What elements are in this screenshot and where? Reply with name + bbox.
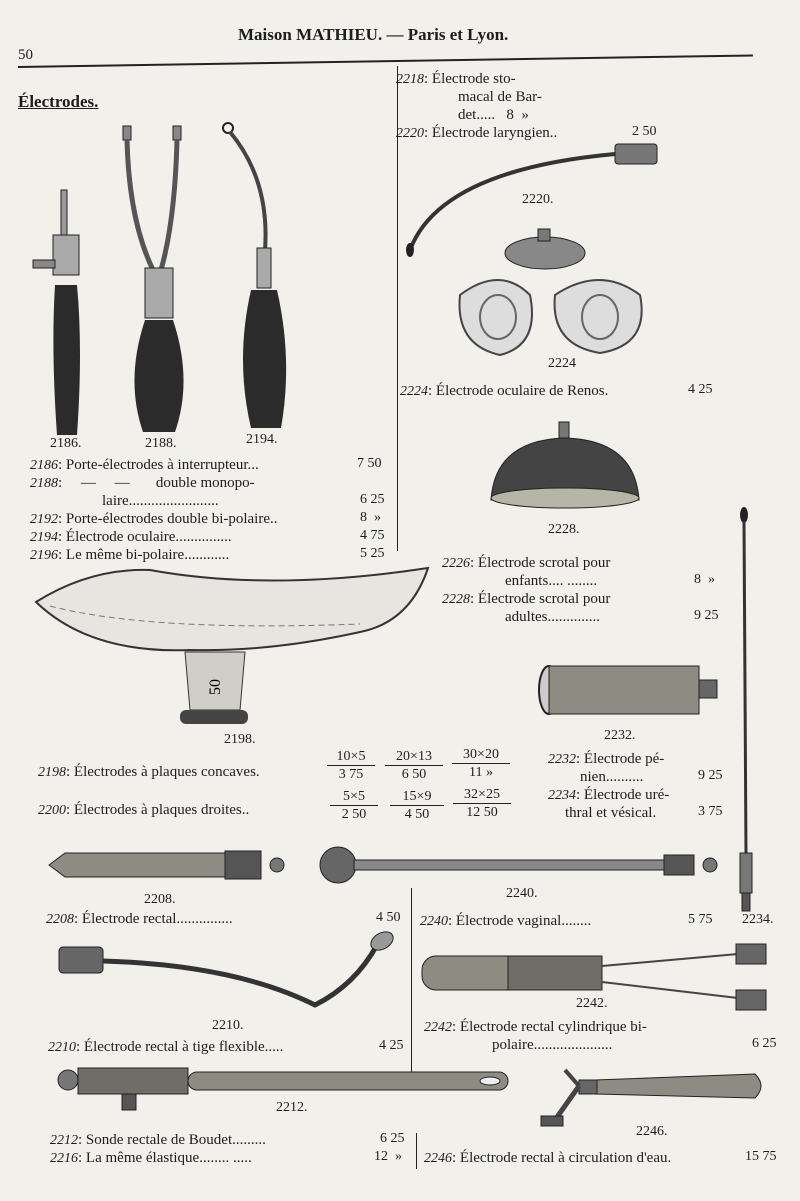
page-number: 50 <box>18 47 33 63</box>
electrode-holder-2194-icon <box>223 123 286 428</box>
entry-2232-cont: nien.......... <box>580 769 644 785</box>
entry-2192: 2192: Porte-électrodes double bi-polaire.. <box>30 511 278 527</box>
entry-2232: 2232: Électrode pé- <box>548 751 665 767</box>
entry-2242: 2242: Électrode rectal cylindrique bi- <box>424 1019 647 1035</box>
price-2192: 8 » <box>360 510 381 525</box>
price-2234: 3 75 <box>698 804 723 819</box>
entry-2240: 2240: Électrode vaginal........ <box>420 913 592 929</box>
price-2228: 9 25 <box>694 608 719 623</box>
scrotal-electrode-2228-illustration <box>485 420 645 515</box>
entry-2200: 2200: Électrodes à plaques droites.. <box>38 802 250 818</box>
column-divider-bottom <box>411 888 412 1088</box>
scale-mark-50: 50 <box>207 679 224 695</box>
vaginal-electrode-2240-illustration <box>318 845 728 885</box>
entry-2218-l2: macal de Bar- <box>458 89 542 105</box>
price-2220: 2 50 <box>632 124 657 139</box>
caption-2242: 2242. <box>576 996 608 1011</box>
entry-2196: 2196: Le même bi-polaire............ <box>30 547 230 563</box>
price-2242: 6 25 <box>752 1036 777 1051</box>
caption-2212: 2212. <box>276 1100 308 1115</box>
price-2210: 4 25 <box>379 1038 404 1053</box>
entry-2224: 2224: Électrode oculaire de Renos. <box>400 383 609 399</box>
caption-2220: 2220. <box>522 192 554 207</box>
price-2226: 8 » <box>694 572 715 587</box>
column-divider-footer <box>416 1133 417 1169</box>
flexible-rectal-electrode-2210-illustration <box>55 925 400 1020</box>
caption-2194: 2194. <box>246 432 278 447</box>
caption-2228: 2228. <box>548 522 580 537</box>
entry-2246: 2246: Électrode rectal à circulation d'eau. <box>424 1150 672 1166</box>
urethral-electrode-2234-illustration <box>732 505 762 915</box>
caption-2224: 2224 <box>548 356 576 371</box>
caption-2188: 2188. <box>145 436 177 451</box>
price-2212: 6 25 <box>380 1131 405 1146</box>
price-2208: 4 50 <box>376 910 401 925</box>
price-2194: 4 75 <box>360 528 385 543</box>
price-2240: 5 75 <box>688 912 713 927</box>
rectal-electrode-2208-illustration <box>45 845 290 885</box>
entry-2234-cont: thral et vésical. <box>565 805 657 821</box>
entry-2188: 2188: — — double monopo- <box>30 475 255 491</box>
entry-2234: 2234: Électrode uré- <box>548 787 670 803</box>
caption-2208: 2208. <box>144 892 176 907</box>
header-rule <box>18 54 753 68</box>
price-2196: 5 25 <box>360 546 385 561</box>
entry-2220: 2220: Électrode laryngien.. <box>396 125 558 141</box>
entry-2210: 2210: Électrode rectal à tige flexible..... <box>48 1039 284 1055</box>
electrode-holder-2188-icon <box>123 126 184 432</box>
entry-2186: 2186: Porte-électrodes à interrupteur... <box>30 457 259 473</box>
size-price-2198-c: $\frac{30\times 20}{11 »}$ <box>452 746 510 781</box>
size-price-2198-b: $\frac{20\times 13}{6 50}$ <box>385 748 443 783</box>
entry-2212: 2212: Sonde rectale de Boudet......... <box>50 1132 266 1148</box>
entry-2216: 2216: La même élastique........ ..... <box>50 1150 252 1166</box>
price-2186: 7 50 <box>357 456 382 471</box>
price-2216: 12 » <box>374 1149 402 1164</box>
price-2232: 9 25 <box>698 768 723 783</box>
entry-2198: 2198: Électrodes à plaques concaves. <box>38 764 260 780</box>
section-title: Électrodes. <box>18 92 99 111</box>
entry-2218-l3: det..... 8 » <box>458 107 529 123</box>
caption-2210: 2210. <box>212 1018 244 1033</box>
caption-2234: 2234. <box>742 912 774 927</box>
entry-2226: 2226: Électrode scrotal pour <box>442 555 611 571</box>
entry-2228-cont: adultes.............. <box>505 609 600 625</box>
entry-2226-cont: enfants.... ........ <box>505 573 598 589</box>
entry-2188-cont: laire........................ <box>102 493 219 509</box>
penile-electrode-2232-illustration <box>535 660 725 720</box>
size-price-2200-b: $\frac{15\times 9}{4 50}$ <box>390 788 444 823</box>
concave-plate-2198-illustration <box>30 562 430 732</box>
electrode-holder-2186-icon <box>33 190 80 435</box>
page-header-title: Maison MATHIEU. — Paris et Lyon. <box>238 25 509 44</box>
caption-2198: 2198. <box>224 732 256 747</box>
entry-2218: 2218: Électrode sto- <box>396 71 516 87</box>
caption-2186: 2186. <box>50 436 82 451</box>
caption-2240: 2240. <box>506 886 538 901</box>
entry-2228: 2228: Électrode scrotal pour <box>442 591 611 607</box>
ocular-electrode-2224-illustration <box>450 225 655 375</box>
handles-illustration <box>25 120 315 440</box>
price-2224: 4 25 <box>688 382 713 397</box>
entry-2208: 2208: Électrode rectal............... <box>46 911 233 927</box>
size-price-2198-a: $\frac{10\times 5}{3 75}$ <box>327 748 375 783</box>
size-price-2200-c: $\frac{32\times 25}{12 50}$ <box>453 786 511 821</box>
price-2246: 15 75 <box>745 1149 777 1164</box>
caption-2246: 2246. <box>636 1124 668 1139</box>
entry-2242-cont: polaire..................... <box>492 1037 613 1053</box>
size-price-2200-a: $\frac{5\times 5}{2 50}$ <box>330 788 378 823</box>
entry-2194: 2194: Électrode oculaire............... <box>30 529 232 545</box>
caption-2232: 2232. <box>604 728 636 743</box>
price-2188: 6 25 <box>360 492 385 507</box>
